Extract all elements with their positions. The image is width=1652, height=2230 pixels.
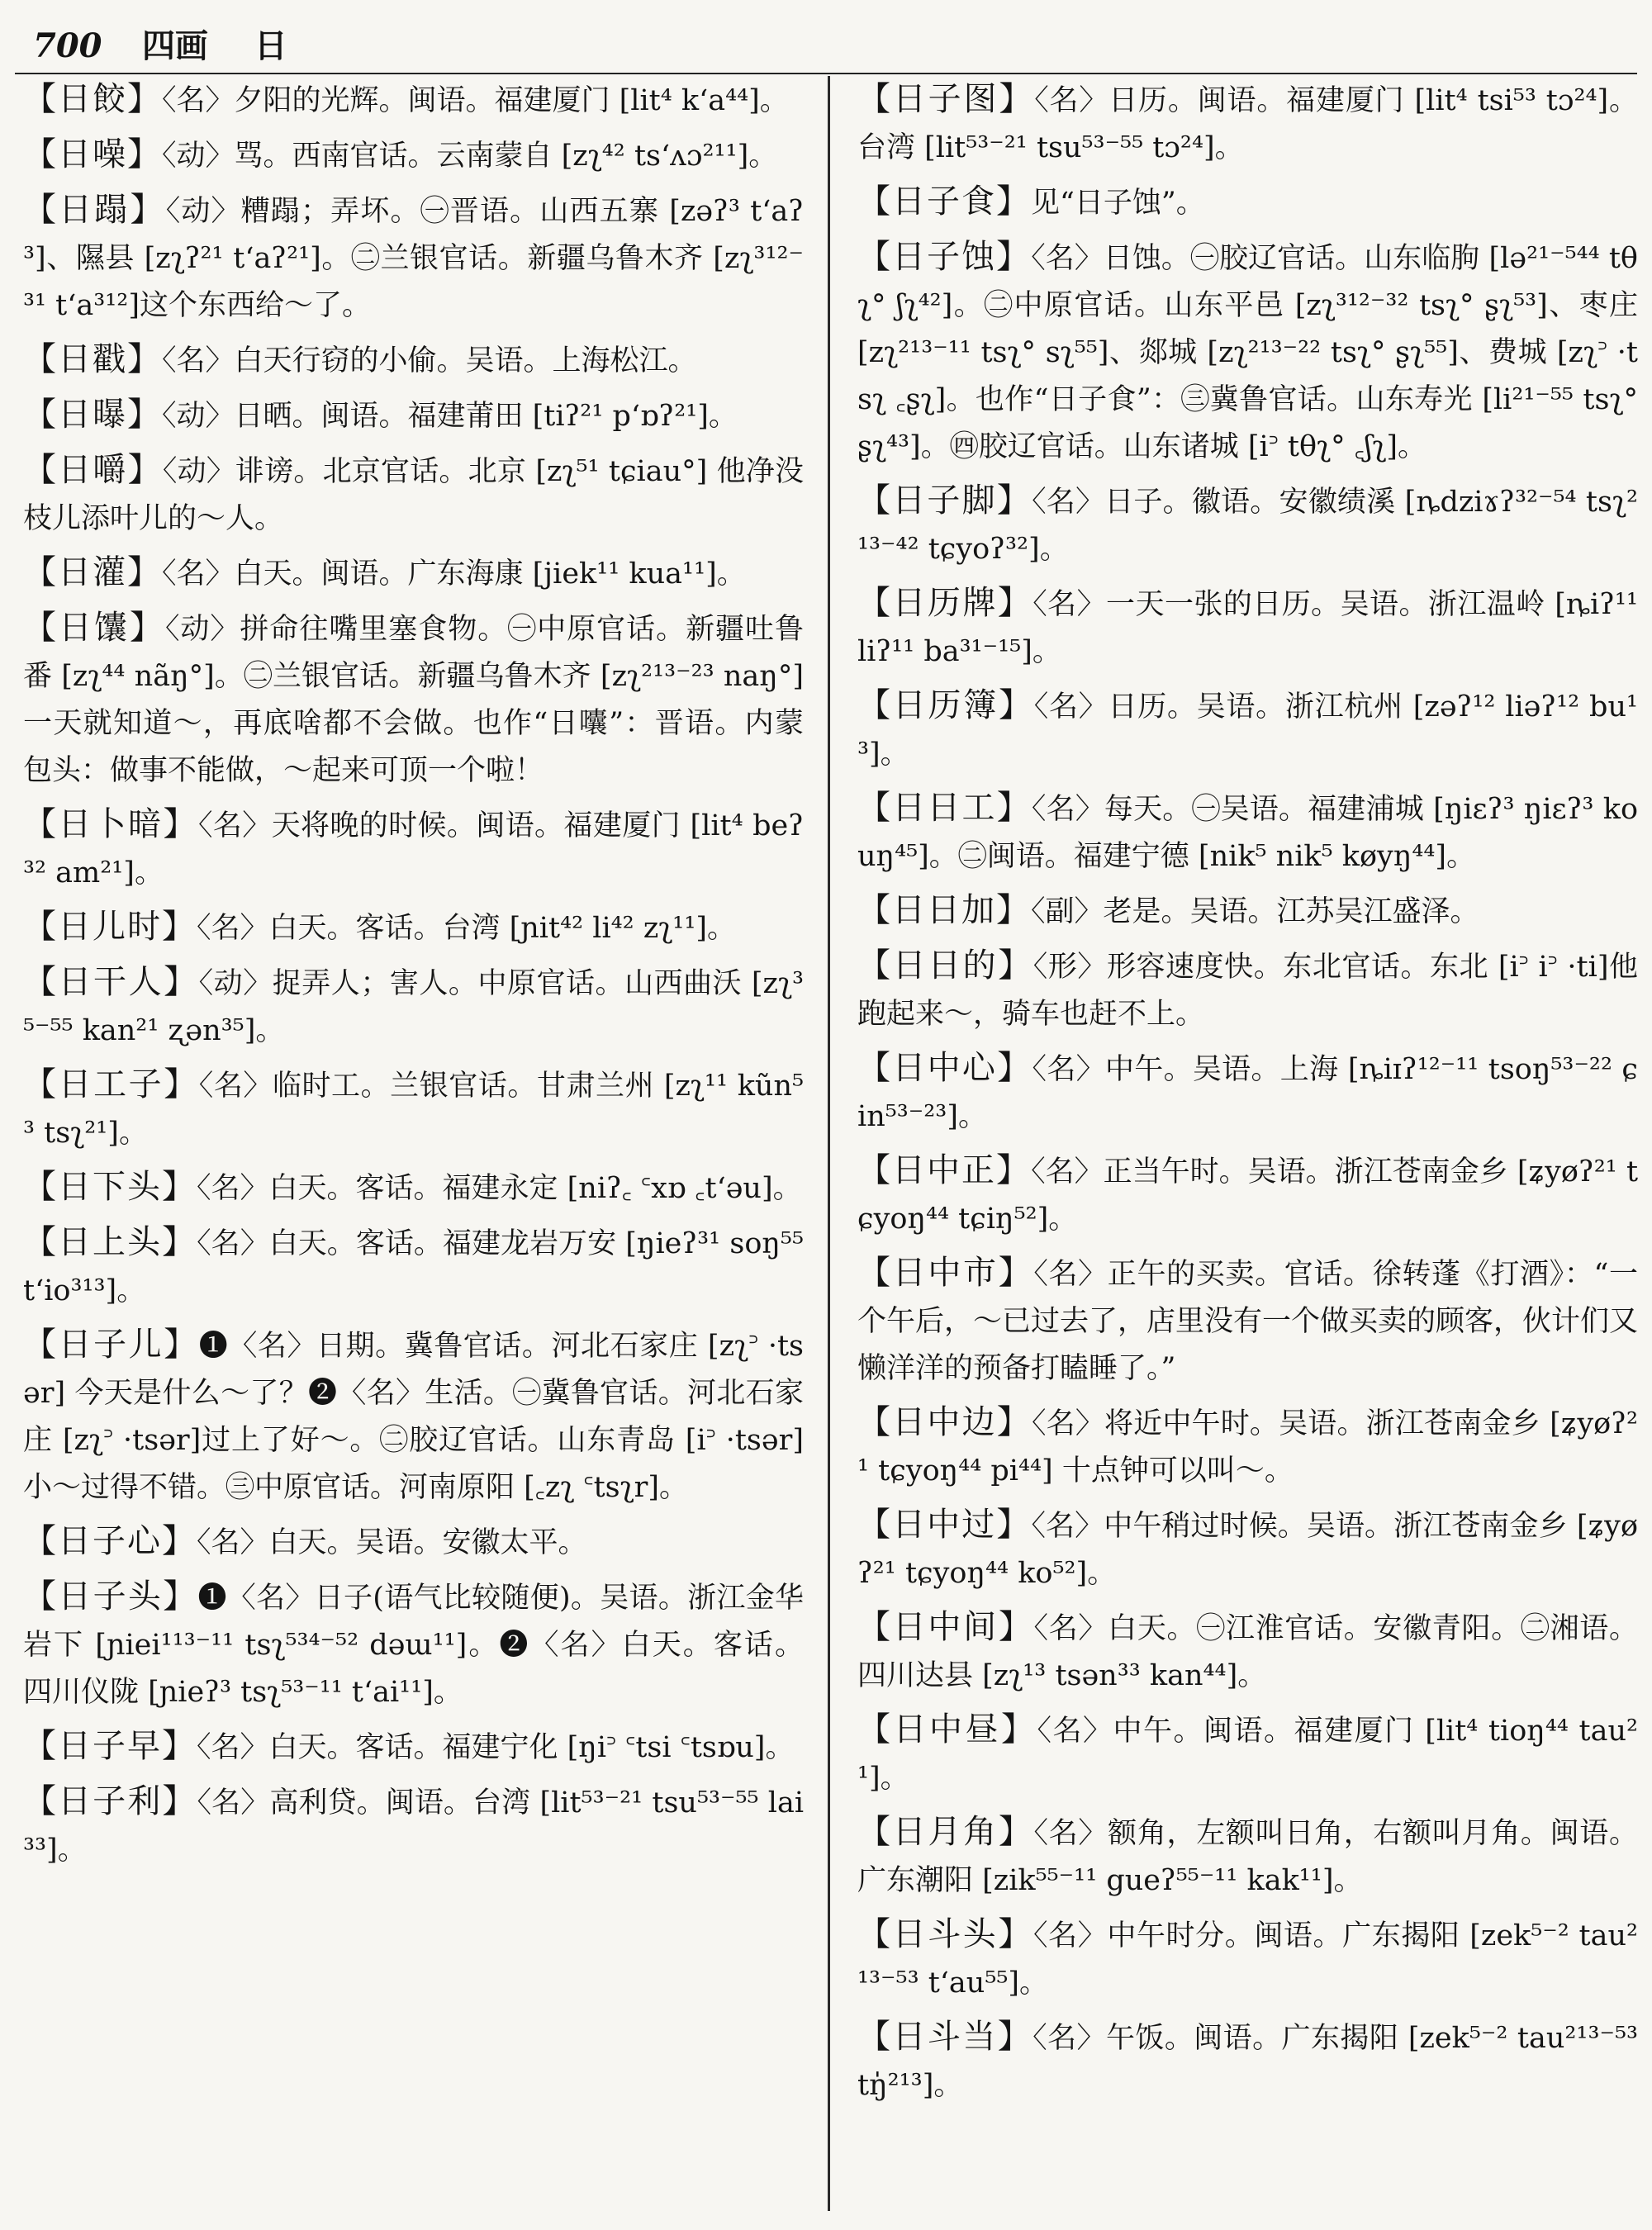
- entry-definition: ❶〈名〉日期。冀鲁官话。河北石家庄 [zʅ꜄ ·tsər] 今天是什么～了？❷〈名〉生活。㊀冀鲁官话。河北石家庄 [zʅ꜄ ·tsər]过上了好～。㊁胶辽官话。山东青岛 [i꜄ ·tsər]小～过得不错。㊂中原官话。河南原阳 [꜀zʅ ꜂tsʅr]。: [23, 1330, 805, 1504]
- dictionary-entry: [857, 76, 1638, 172]
- entry-headword: 【 日中昼 】: [857, 1710, 1037, 1748]
- entry-definition: 〈名〉中午时分。闽语。广东揭阳 [zek⁵⁻² tau²¹³⁻⁵³ t‘au⁵⁵]。: [857, 1919, 1639, 2000]
- entry-definition: 〈名〉高利贷。闽语。台湾 [lit⁵³⁻²¹ tsu⁵³⁻⁵⁵ lai³³]。: [23, 1786, 805, 1867]
- dictionary-entry: [857, 1502, 1638, 1597]
- entry-definition: 〈名〉中午。吴语。上海 [ȵiɪʔ¹²⁻¹¹ tsoŋ⁵³⁻²² ɕin⁵³⁻²³]。: [857, 1053, 1639, 1133]
- entry-definition: 〈动〉骂。西南官话。云南蒙自 [zʅ⁴² ts‘ʌɔ²¹¹]。: [162, 140, 778, 173]
- dictionary-entry: [857, 234, 1638, 471]
- dictionary-entry: [857, 1045, 1638, 1141]
- entry-headword: 【 日下头 】: [23, 1168, 197, 1206]
- dictionary-entry: [23, 801, 804, 897]
- dictionary-entry: [857, 580, 1638, 676]
- entry-definition: 〈动〉诽谤。北京官话。北京 [zʅ⁵¹ tɕiau°] 他净没枝儿添叶儿的～人。: [23, 455, 805, 535]
- entry-headword: 【 日嚼 】: [23, 451, 163, 489]
- entry-headword: 【 日子头 】: [23, 1578, 197, 1616]
- column-divider: [828, 76, 830, 2211]
- dictionary-entry: [23, 904, 804, 952]
- entry-definition: 〈名〉一天一张的日历。吴语。浙江温岭 [ȵiʔ¹¹ liʔ¹¹ ba³¹⁻¹⁵]。: [857, 588, 1639, 668]
- entry-definition: 〈名〉白天。闽语。广东海康 [jiek¹¹ kua¹¹]。: [162, 558, 746, 591]
- dictionary-entry: [23, 1518, 804, 1567]
- entry-headword: 【 日中间 】: [857, 1608, 1034, 1646]
- entry-definition: 〈名〉白天。客话。福建龙岩万安 [ŋieʔ³¹ soŋ⁵⁵ t‘io³¹³]。: [23, 1227, 804, 1307]
- entry-headword: 【 日日工 】: [857, 789, 1032, 827]
- entry-headword: 【 日历簿 】: [857, 686, 1034, 724]
- entry-headword: 【 日日的 】: [857, 947, 1033, 985]
- entry-definition: 〈名〉每天。㊀吴语。福建浦城 [ŋiɛʔ³ ŋiɛʔ³ kouŋ⁴⁵]。㊁闽语。福建宁德 [nik⁵ nik⁵ køyŋ⁴⁴]。: [857, 793, 1639, 873]
- dictionary-entry: [23, 959, 804, 1055]
- entry-headword: 【 日子利 】: [23, 1782, 197, 1820]
- entry-definition: 见“日子蚀”。: [1031, 187, 1205, 220]
- dictionary-entry: [23, 1061, 804, 1157]
- entry-headword: 【 日子心 】: [23, 1522, 197, 1560]
- dictionary-entry: [857, 2014, 1638, 2109]
- dictionary-entry: [857, 1706, 1638, 1802]
- entry-definition: 〈动〉捉弄人；害人。中原官话。山西曲沃 [zʅ³⁵⁻⁵⁵ kan²¹ ʐən³⁵]。: [23, 967, 805, 1047]
- dictionary-entry: [23, 1573, 804, 1716]
- right-column: [857, 76, 1638, 2116]
- entry-headword: 【 日曝 】: [23, 396, 162, 434]
- entry-headword: 【 日子食 】: [857, 183, 1031, 221]
- dictionary-entry: [857, 682, 1638, 778]
- entry-definition: ❶〈名〉日子(语气比较随便)。吴语。浙江金华岩下 [ɲiei¹¹³⁻¹¹ tsʅ⁵³⁴⁻⁵² dəɯ¹¹]。❷〈名〉白天。客话。四川仪陇 [ɲieʔ³ tsʅ⁵³⁻¹¹ t‘ai¹¹]。: [23, 1582, 805, 1709]
- entry-headword: 【 日中过 】: [857, 1506, 1031, 1544]
- entry-definition: 〈名〉临时工。兰银官话。甘肃兰州 [zʅ¹¹ kũn⁵³ tsʅ²¹]。: [23, 1070, 805, 1150]
- entry-headword: 【 日餃 】: [23, 80, 162, 118]
- dictionary-entry: [23, 131, 804, 180]
- entry-headword: 【 日历牌 】: [857, 584, 1032, 622]
- entry-definition: 〈名〉夕阳的光辉。闽语。福建厦门 [lit⁴ k‘a⁴⁴]。: [162, 84, 789, 117]
- dictionary-entry: [857, 1604, 1638, 1700]
- dictionary-entry: [23, 391, 804, 440]
- dictionary-entry: [23, 1723, 804, 1772]
- entry-definition: 〈名〉白天行窃的小偷。吴语。上海松江。: [162, 344, 697, 377]
- dictionary-entry: [23, 76, 804, 125]
- entry-definition: 〈名〉白天。客话。福建永定 [niʔ꜀ ꜂xɒ ꜀t‘əu]。: [197, 1172, 802, 1205]
- entry-headword: 【 日儿时 】: [23, 908, 197, 946]
- left-column: [23, 76, 804, 1881]
- dictionary-entry: [857, 178, 1638, 227]
- page-header: [33, 21, 1627, 71]
- entry-definition: 〈名〉正当午时。吴语。浙江苍南金乡 [ʑyøʔ²¹ tɕyoŋ⁴⁴ tɕiŋ⁵²]。: [857, 1155, 1639, 1236]
- entry-headword: 【 日月角 】: [857, 1813, 1034, 1851]
- entry-definition: 〈动〉糟蹋；弄坏。㊀晋语。山西五寨 [zəʔ³ t‘aʔ³]、隰县 [zʅʔ²¹ t‘aʔ²¹]。㊁兰银官话。新疆乌鲁木齐 [zʅ³¹²⁻³¹ t‘a³¹²]这个东西给～了。: [23, 195, 805, 322]
- dictionary-entry: [857, 942, 1638, 1038]
- dictionary-entry: [23, 1219, 804, 1315]
- entry-headword: 【 日噪 】: [23, 135, 162, 173]
- dictionary-entry: [857, 477, 1638, 573]
- entry-definition: 〈名〉白天。㊀江淮官话。安徽青阳。㊁湘语。四川达县 [zʅ¹³ tsən³³ kan⁴⁴]。: [857, 1612, 1639, 1692]
- section-label: 四画: [141, 26, 208, 65]
- entry-headword: 【 日子脚 】: [857, 482, 1032, 520]
- dictionary-entry: [23, 605, 804, 795]
- entry-definition: 〈名〉白天。客话。台湾 [ɲit⁴² li⁴² zʅ¹¹]。: [197, 912, 737, 945]
- entry-definition: 〈形〉形容速度快。东北官话。东北 [i꜄ i꜄ ·ti]他跑起来～，骑车也赶不上。: [857, 951, 1639, 1031]
- dictionary-entry: [23, 549, 804, 598]
- entry-headword: 【 日子儿 】: [23, 1326, 199, 1364]
- entry-headword: 【 日斗当 】: [857, 2018, 1032, 2056]
- entry-definition: 〈副〉老是。吴语。江苏吴江盛泽。: [1031, 895, 1479, 928]
- entry-headword: 【 日中心 】: [857, 1049, 1032, 1087]
- entry-headword: 【 日子早 】: [23, 1727, 197, 1765]
- entry-definition: 〈名〉中午稍过时候。吴语。浙江苍南金乡 [ʑyøʔ²¹ tɕyoŋ⁴⁴ ko⁵²]。: [857, 1510, 1639, 1590]
- entry-headword: 【 日斗头 】: [857, 1915, 1033, 1953]
- entry-definition: 〈动〉拼命往嘴里塞食物。㊀中原官话。新疆吐鲁番 [zʅ⁴⁴ nãŋ°]。㊁兰银官话。新疆乌鲁木齐 [zʅ²¹³⁻²³ naŋ°] 一天就知道～，再底啥都不会做。也作“日囔”：晋语。内蒙包头：做事不能做，～起来可顶一个啦！: [23, 613, 805, 787]
- entry-definition: 〈名〉将近中午时。吴语。浙江苍南金乡 [ʑyøʔ²¹ tɕyoŋ⁴⁴ pi⁴⁴] 十点钟可以叫～。: [857, 1407, 1638, 1487]
- entry-headword: 【 日中边 】: [857, 1403, 1032, 1441]
- dictionary-entry: [857, 1911, 1638, 2007]
- entry-headword: 【 日中市 】: [857, 1254, 1033, 1292]
- dictionary-entry: [23, 336, 804, 385]
- entry-definition: 〈名〉日历。吴语。浙江杭州 [zəʔ¹² liəʔ¹² bu¹³]。: [857, 690, 1639, 771]
- dictionary-entry: [23, 447, 804, 543]
- dictionary-entry: [857, 1250, 1638, 1393]
- entry-headword: 【 日上头 】: [23, 1223, 197, 1261]
- dictionary-entry: [857, 1399, 1638, 1495]
- dictionary-entry: [23, 1164, 804, 1212]
- entry-definition: 〈名〉白天。吴语。安徽太平。: [197, 1526, 587, 1559]
- entry-headword: 【 日中正 】: [857, 1151, 1031, 1189]
- entry-headword: 【 日灌 】: [23, 553, 162, 591]
- entry-headword: 【 日戳 】: [23, 340, 162, 378]
- entry-definition: 〈名〉额角，左额叫日角，右额叫月角。闽语。广东潮阳 [zik⁵⁵⁻¹¹ gueʔ⁵⁵⁻¹¹ kak¹¹]。: [857, 1817, 1639, 1897]
- radical-label: 日: [254, 26, 287, 65]
- entry-definition: 〈名〉正午的买卖。官话。徐转蓬《打酒》：“一个午后，～已过去了，店里没有一个做买卖的顾客，伙计们又懒洋洋的预备打瞌睡了。”: [857, 1258, 1639, 1385]
- entry-headword: 【 日卜暗 】: [23, 805, 198, 843]
- header-rule: [15, 73, 1637, 74]
- entry-headword: 【 日蹋 】: [23, 191, 166, 229]
- entry-headword: 【 日馕 】: [23, 609, 165, 647]
- dictionary-entry: [857, 1147, 1638, 1243]
- dictionary-entry: [23, 1778, 804, 1874]
- entry-definition: 〈名〉日子。徽语。安徽绩溪 [ȵdziɤʔ³²⁻⁵⁴ tsʅ²¹³⁻⁴² tɕyoʔ³²]。: [857, 486, 1639, 566]
- entry-definition: 〈名〉天将晚的时候。闽语。福建厦门 [lit⁴ beʔ³² am²¹]。: [23, 809, 805, 890]
- entry-headword: 【 日子图 】: [857, 80, 1034, 118]
- dictionary-entry: [857, 1809, 1638, 1905]
- entry-headword: 【 日工子 】: [23, 1065, 199, 1103]
- dictionary-entry: [23, 187, 804, 330]
- entry-headword: 【 日干人 】: [23, 963, 199, 1001]
- page-number: 700: [33, 26, 102, 65]
- entry-definition: 〈名〉午饭。闽语。广东揭阳 [zek⁵⁻² tau²¹³⁻⁵³ tŋ̍²¹³]。: [857, 2022, 1639, 2102]
- dictionary-entry: [23, 1321, 804, 1511]
- entry-definition: 〈名〉日历。闽语。福建厦门 [lit⁴ tsi⁵³ tɔ²⁴]。台湾 [lit⁵³⁻²¹ tsu⁵³⁻⁵⁵ tɔ²⁴]。: [857, 84, 1639, 164]
- entry-headword: 【 日日加 】: [857, 891, 1031, 929]
- entry-headword: 【 日子蚀 】: [857, 238, 1031, 276]
- entry-definition: 〈名〉日蚀。㊀胶辽官话。山东临朐 [lə²¹⁻⁵⁴⁴ tθʅ° ʃʅ⁴²]。㊁中原官话。山东平邑 [zʅ³¹²⁻³² tsʅ° ʂʅ⁵³]、枣庄 [zʅ²¹³⁻¹¹ tsʅ° sʅ⁵⁵]、郯城 [zʅ²¹³⁻²² tsʅ° ʂʅ⁵⁵]、费城 [zʅ꜄ ·tsʅ ꜀ʂʅ]。也作“日子食”：㊂冀鲁官话。山东寿光 [li²¹⁻⁵⁵ tsʅ° ʂʅ⁴³]。㊃胶辽官话。山东诸城 [i꜄ tθʅ° ꜀ʃʅ]。: [857, 242, 1639, 463]
- dictionary-entry: [857, 785, 1638, 880]
- entry-definition: 〈名〉白天。客话。福建宁化 [ŋi꜄ ꜂tsi ꜂tsɒu]。: [197, 1731, 795, 1764]
- dictionary-entry: [857, 887, 1638, 936]
- entry-definition: 〈名〉中午。闽语。福建厦门 [lit⁴ tioŋ⁴⁴ tau²¹]。: [857, 1715, 1639, 1795]
- entry-definition: 〈动〉日晒。闽语。福建莆田 [tiʔ²¹ p‘ɒʔ²¹]。: [162, 400, 738, 433]
